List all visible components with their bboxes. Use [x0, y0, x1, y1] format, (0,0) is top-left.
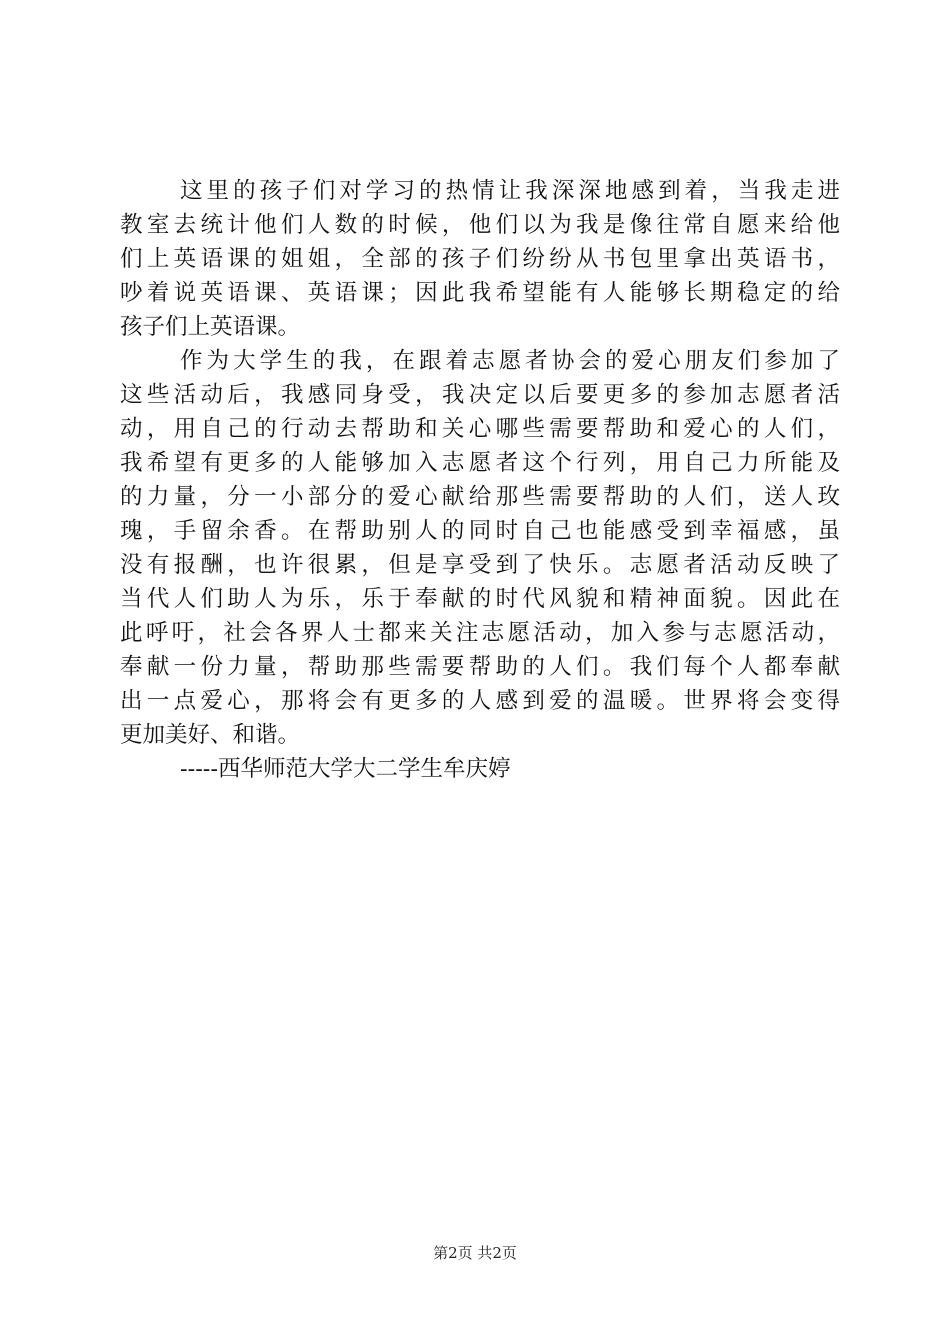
paragraph-1-line-2: 教室去统计他们人数的时候，他们以为我是像往常自愿来给他 [120, 212, 840, 238]
paragraph-2-line-11: 出一点爱心，那将会有更多的人感到爱的温暖。世界将会变得 [120, 688, 840, 714]
paragraph-2-line-2: 这些活动后，我感同身受，我决定以后要更多的参加志愿者活 [120, 382, 840, 408]
paragraph-2-line-5: 的力量，分一小部分的爱心献给那些需要帮助的人们，送人玫 [120, 484, 840, 510]
paragraph-1-line-4: 吵着说英语课、英语课；因此我希望能有人能够长期稳定的给 [120, 280, 840, 306]
paragraph-2-line-4: 我希望有更多的人能够加入志愿者这个行列，用自己力所能及 [120, 450, 840, 476]
page-footer: 第2页 共2页 [433, 1244, 517, 1262]
paragraph-1-line-1: 这里的孩子们对学习的热情让我深深地感到着，当我走进 [180, 178, 840, 204]
paragraph-2-line-8: 当代人们助人为乐，乐于奉献的时代风貌和精神面貌。因此在 [120, 586, 840, 612]
paragraph-2-line-7: 没有报酬，也许很累，但是享受到了快乐。志愿者活动反映了 [120, 552, 840, 578]
paragraph-2-line-3: 动，用自己的行动去帮助和关心哪些需要帮助和爱心的人们， [120, 416, 840, 442]
paragraph-1-line-5: 孩子们上英语课。 [120, 314, 301, 340]
paragraph-2-line-12: 更加美好、和谐。 [120, 722, 301, 748]
paragraph-2-line-6: 瑰，手留余香。在帮助别人的同时自己也能感受到幸福感，虽 [120, 518, 840, 544]
signature: -----西华师范大学大二学生牟庆婷 [180, 756, 511, 782]
paragraph-2-line-9: 此呼吁，社会各界人士都来关注志愿活动，加入参与志愿活动， [120, 620, 840, 646]
paragraph-1-line-3: 们上英语课的姐姐，全部的孩子们纷纷从书包里拿出英语书， [120, 246, 840, 272]
paragraph-2-line-1: 作为大学生的我，在跟着志愿者协会的爱心朋友们参加了 [180, 348, 840, 374]
paragraph-2-line-10: 奉献一份力量，帮助那些需要帮助的人们。我们每个人都奉献 [120, 654, 840, 680]
